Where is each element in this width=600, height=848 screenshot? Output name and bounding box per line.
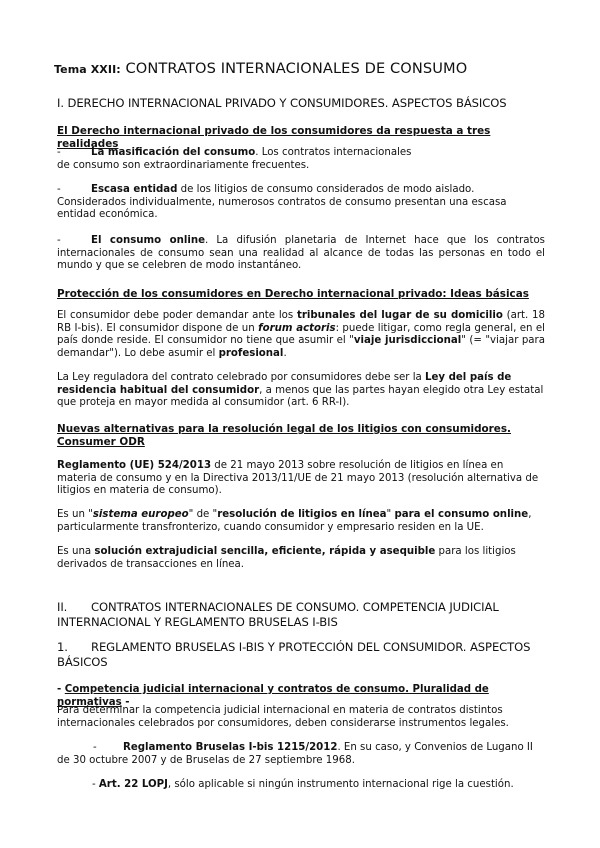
text-run: . [283,347,287,359]
title-prefix: Tema XXII: [54,63,121,76]
paragraph-solucion-extrajudicial [57,546,545,571]
section-2-1-heading [57,640,545,669]
text-run: : puede litigar, como regla general, en el país donde reside. El consumidor no tiene que asumir el " [57,322,546,347]
bold-run: Reglamento (UE) 524/2013 [57,460,212,471]
item-text: . En su caso, y Convenios de Lugano II de 30 octubre 2007 y de Bruselas de 27 septiembre 1968. [57,742,533,766]
item-bold-label: El consumo online [91,235,205,246]
paragraph-ley-residencia [57,372,545,410]
text-run: , a menos que las partes hayan elegido otra Ley estatal que proteja en mayor medida al consumidor (art. 6 RR-I). [57,384,544,409]
paragraph-instrumentos-legales: Para determinar la competencia judicial internacional en materia de contratos distintos internacionales celebrados por consumidores, deben considerarse instrumentos legales. [57,705,509,729]
item-bold-label: Reglamento Bruselas I-bis 1215/2012 [123,742,338,753]
title-main: CONTRATOS INTERNACIONALES DE CONSUMO [125,60,468,77]
item-bold-label: Escasa entidad [91,184,178,195]
list-item-masificacion [57,147,427,172]
paragraph-reglamento-524 [57,460,545,498]
paragraph-forum-actoris [57,310,545,360]
bold-italic-run: sistema europeo [92,509,189,520]
text-run: " de " [188,509,218,520]
section-title: REGLAMENTO BRUSELAS I-BIS Y PROTECCIÓN DEL CONSUMIDOR. ASPECTOS BÁSICOS [57,640,531,669]
section-1-subheading-odr: Nuevas alternativas para la resolución legal de los litigios con consumidores. Consumer ODR [57,423,511,448]
bold-run: tribunales del lugar de su domicilio [296,310,503,321]
paragraph-sistema-europeo [57,509,545,534]
text-run: El consumidor debe poder demandar ante los [57,310,297,321]
list-item-lopj [92,779,542,792]
text-run: - [57,684,65,695]
item-text: . Los contratos internacionales de consumo son extraordinariamente frecuentes. [57,147,412,171]
underlined-run: Competencia judicial internacional y contratos de consumo. Pluralidad de normativas [57,684,489,708]
item-text: , sólo aplicable si ningún instrumento internacional rige la cuestión. [167,779,514,790]
text-run: de 21 mayo 2013 sobre resolución de litigios en línea en materia de consumo y en la Directiva 2013/11/UE de 21 mayo 2013 (resolución alternativa de litigios en materia de consumo). [57,460,539,497]
section-number: 1. [57,640,68,654]
bold-run: para el consumo online [394,509,529,520]
text-run: , particularmente transfronterizo, cuando consumidor y empresario residen en la UE. [57,509,532,533]
section-1-subheading-protection: Protección de los consumidores en Derecho internacional privado: Ideas básicas [57,288,529,300]
list-item-bruselas-ibis [57,742,545,767]
bold-run: resolución de litigios en línea [217,509,387,520]
section-1-heading: I. DERECHO INTERNACIONAL PRIVADO Y CONSUMIDORES. ASPECTOS BÁSICOS [57,96,507,110]
text-run: La Ley reguladora del contrato celebrado por consumidores debe ser la [57,372,426,383]
text-run: - [121,696,130,708]
item-text: . La difusión planetaria de Internet hace que los contratos internacionales de consumo sean una realidad al alcance de todas las personas en todo el mundo y que se celebren de modo instantáneo. [57,235,545,272]
list-item-escasa-entidad [57,184,537,222]
list-dash: - [57,147,61,158]
text-run: Es una [57,546,95,557]
item-bold-label: La masificación del consumo [91,147,256,158]
bold-italic-run: forum actoris [258,322,336,334]
text-run: " [386,509,395,520]
list-dash: - [93,742,97,753]
list-dash: - [92,779,99,790]
list-item-consumo-online [57,235,545,273]
bold-run: profesional [218,347,284,359]
text-run: (art. 18 RB I-bis). El consumidor dispone de un [57,310,545,334]
section-1-subheading-realities: El Derecho internacional privado de los consumidores da respuesta a tres realidades [57,125,491,150]
list-dash: - [57,184,61,195]
bold-run: solución extrajudicial sencilla, eficiente, rápida y asequible [94,546,436,557]
text-run: " (= "viajar para demandar"). Lo debe asumir el [57,335,545,359]
section-2-heading [57,600,545,629]
list-dash: - [57,235,61,246]
bold-run: viaje jurisdiccional [353,335,462,347]
item-text: de los litigios de consumo considerados de modo aislado. Considerados individualmente, numerosos contratos de consumo presentan una escasa entidad económica. [57,184,507,221]
text-run: para los litigios derivados de transacciones en línea. [57,546,516,570]
section-number: II. [57,600,68,614]
text-run: Es un " [57,509,93,520]
item-bold-label: Art. 22 LOPJ [98,779,168,790]
page-title [54,60,542,79]
bold-run: Ley del país de residencia habitual del consumidor [57,372,512,396]
section-title: CONTRATOS INTERNACIONALES DE CONSUMO. COMPETENCIA JUDICIAL INTERNACIONAL Y REGLAMENTO BRUSELAS I-BIS [57,600,499,629]
